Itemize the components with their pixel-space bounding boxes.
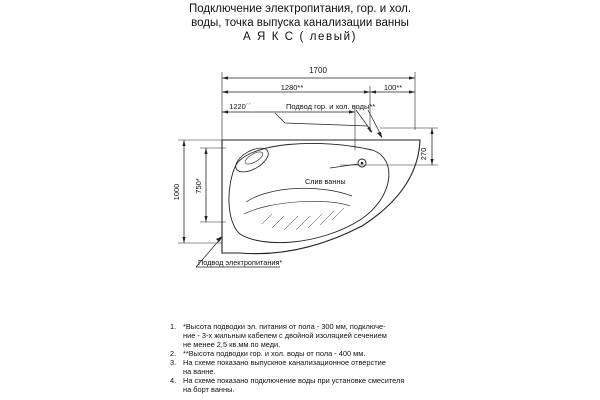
- title-line-1: Подключение электропитания, гор. и хол.: [188, 3, 412, 15]
- power-supply-label: Подвод электропитания*: [198, 258, 283, 267]
- note-item: [170, 322, 600, 349]
- dimension-750-label: 750*: [194, 178, 203, 194]
- bathtub-outline: [222, 140, 420, 254]
- dimension-100-label: 100**: [383, 83, 403, 92]
- water-supply-label: Подвод гор. и хол. воды**: [286, 102, 376, 111]
- dimension-270-label: 270: [419, 147, 428, 161]
- dimension-100: [370, 83, 415, 94]
- drain-point: [305, 159, 366, 186]
- note-number: 4.: [170, 376, 177, 385]
- model-name: А Я К С ( левый): [242, 31, 358, 43]
- note-number: 2.: [170, 349, 177, 358]
- note-number: 1.: [170, 322, 177, 331]
- dimension-750: [194, 148, 226, 222]
- water-supply-callout: [275, 102, 382, 138]
- note-text: На схеме показано подключение воды при установке смесителя на борт ванны.: [183, 376, 405, 394]
- note-number: 3.: [170, 358, 177, 367]
- power-supply-callout: [196, 236, 282, 267]
- dimension-1220-label: 1220´´: [229, 102, 251, 111]
- note-item: [170, 349, 600, 358]
- dimension-1700-label: 1700: [309, 66, 327, 75]
- note-item: [170, 376, 600, 394]
- drain-label: Слив ванны: [305, 177, 346, 186]
- dimension-1000-label: 1000: [172, 183, 181, 201]
- note-item: [170, 358, 600, 376]
- dimension-1280-label: 1280**: [280, 83, 304, 92]
- bathtub-inner-bowl: [229, 143, 389, 242]
- title-line-2: воды, точка выпуска канализации ванны: [191, 17, 409, 29]
- note-text: *Высота подводки эл. питания от пола - 300 мм, подключе- ние - 3-х жильным кабелем с двойной изоляцией сечением не менее 2,5 кв.мм по меди.: [183, 322, 387, 349]
- installation-notes: [170, 322, 600, 394]
- note-text: На схеме показано выпускное канализационное отверстие на ванне.: [183, 358, 386, 376]
- note-text: **Высота подводки гор. и хол. воды от пола - 400 мм.: [183, 349, 366, 358]
